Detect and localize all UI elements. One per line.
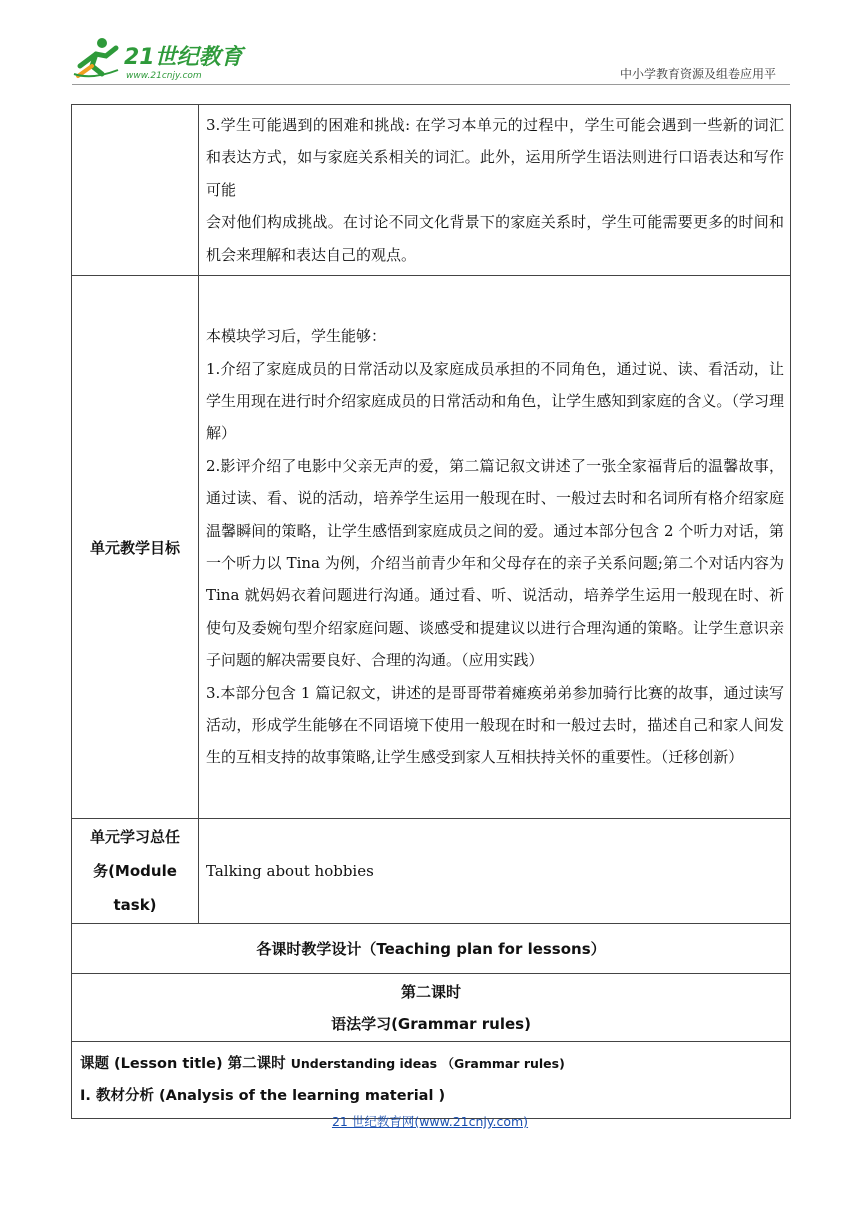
- logo[interactable]: [72, 36, 272, 82]
- lesson2-heading: [72, 974, 791, 1042]
- goals-item-2: 2.影评介绍了电影中父亲无声的爱，第二篇记叙文讲述了一张全家福背后的温馨故事，通过读、看、说的活动，培养学生运用一般现在时、一般过去时和名词所有格介绍家庭温馨瞬间的策略，让学生感悟到家庭成员之间的爱。通过本部分包含 2 个听力对话，第一个听力以 Tina 为例，介绍当前青少年和父母存在的亲子关系问题;第二个对话内容为 Tina 就妈妈衣着问题进行沟通。通过看、听、说活动，培养学生运用一般现在时、祈使句及委婉句型介绍家庭问题、谈感受和提建议以进行合理沟通的策略。让学生意识亲子问题的解决需要良好、合理的沟通。（应用实践）: [206, 456, 784, 670]
- lesson-plan-table: [71, 104, 791, 1119]
- difficulty-text-2: 会对他们构成挑战。在讨论不同文化背景下的家庭关系时，学生可能需要更多的时间和机会来理解和表达自己的观点。: [206, 213, 784, 264]
- goals-item-1: 1.介绍了家庭成员的日常活动以及家庭成员承担的不同角色，通过说、读、看活动，让学生用现在进行时介绍家庭成员的日常活动和角色，让学生感知到家庭的含义。（学习理解）: [206, 359, 784, 443]
- analysis-section-heading: I. 教材分析 (Analysis of the learning material ): [80, 1088, 446, 1105]
- page-header: [0, 0, 860, 90]
- difficulty-cell: [199, 105, 791, 276]
- table-row-lesson2: [72, 974, 791, 1042]
- goals-cell: [199, 276, 791, 819]
- svg-text:www.21cnjy.com: www.21cnjy.com: [126, 71, 202, 81]
- lesson-title-line: [80, 1048, 782, 1080]
- task-label-line-3: task): [113, 896, 157, 915]
- lessons-heading: 各课时教学设计（Teaching plan for lessons）: [72, 924, 791, 974]
- table-row-difficulty: [72, 105, 791, 276]
- row-label-empty: [72, 105, 199, 276]
- lesson-title-prefix: 课题 (Lesson title) 第二课时: [80, 1056, 291, 1073]
- task-label: [72, 819, 199, 924]
- lesson-title-cell: [72, 1042, 791, 1119]
- svg-text:21世纪教育: 21世纪教育: [124, 45, 243, 70]
- footer-link[interactable]: 21 世纪教育网(www.21cnjy.com): [331, 1114, 529, 1129]
- header-tagline: 中小学教育资源及组卷应用平: [619, 67, 776, 81]
- task-value: Talking about hobbies: [199, 819, 791, 924]
- header-divider: [72, 84, 790, 85]
- page-footer: [0, 1112, 860, 1130]
- table-row-lesson-title: [72, 1042, 791, 1119]
- lesson-title-name: Understanding ideas （Grammar rules): [290, 1056, 565, 1072]
- lesson2-line-1: 第二课时: [400, 982, 461, 1001]
- table-row-lessons-heading: [72, 924, 791, 974]
- difficulty-text-1: 3.学生可能遇到的困难和挑战: 在学习本单元的过程中，学生可能会遇到一些新的词汇和表达方式，如与家庭关系相关的词汇。此外，运用所学生语法则进行口语表达和写作可能: [206, 116, 784, 199]
- goals-item-3: 3.本部分包含 1 篇记叙文，讲述的是哥哥带着瘫痪弟弟参加骑行比赛的故事，通过读写活动，形成学生能够在不同语境下使用一般现在时和一般过去时，描述自己和家人间发生的互相支持的故事策略,让学生感受到家人互相扶持关怀的重要性。（迁移创新）: [206, 683, 784, 767]
- task-label-line-1: 单元学习总任: [89, 828, 180, 847]
- runner-logo-icon: [72, 36, 272, 82]
- lesson2-line-2: 语法学习(Grammar rules): [331, 1014, 531, 1033]
- goals-intro: 本模块学习后，学生能够：: [206, 327, 387, 346]
- goals-label: 单元教学目标: [72, 276, 199, 819]
- task-label-line-2: 务(Module: [93, 862, 177, 881]
- table-row-goals: [72, 276, 791, 819]
- table-row-task: [72, 819, 791, 924]
